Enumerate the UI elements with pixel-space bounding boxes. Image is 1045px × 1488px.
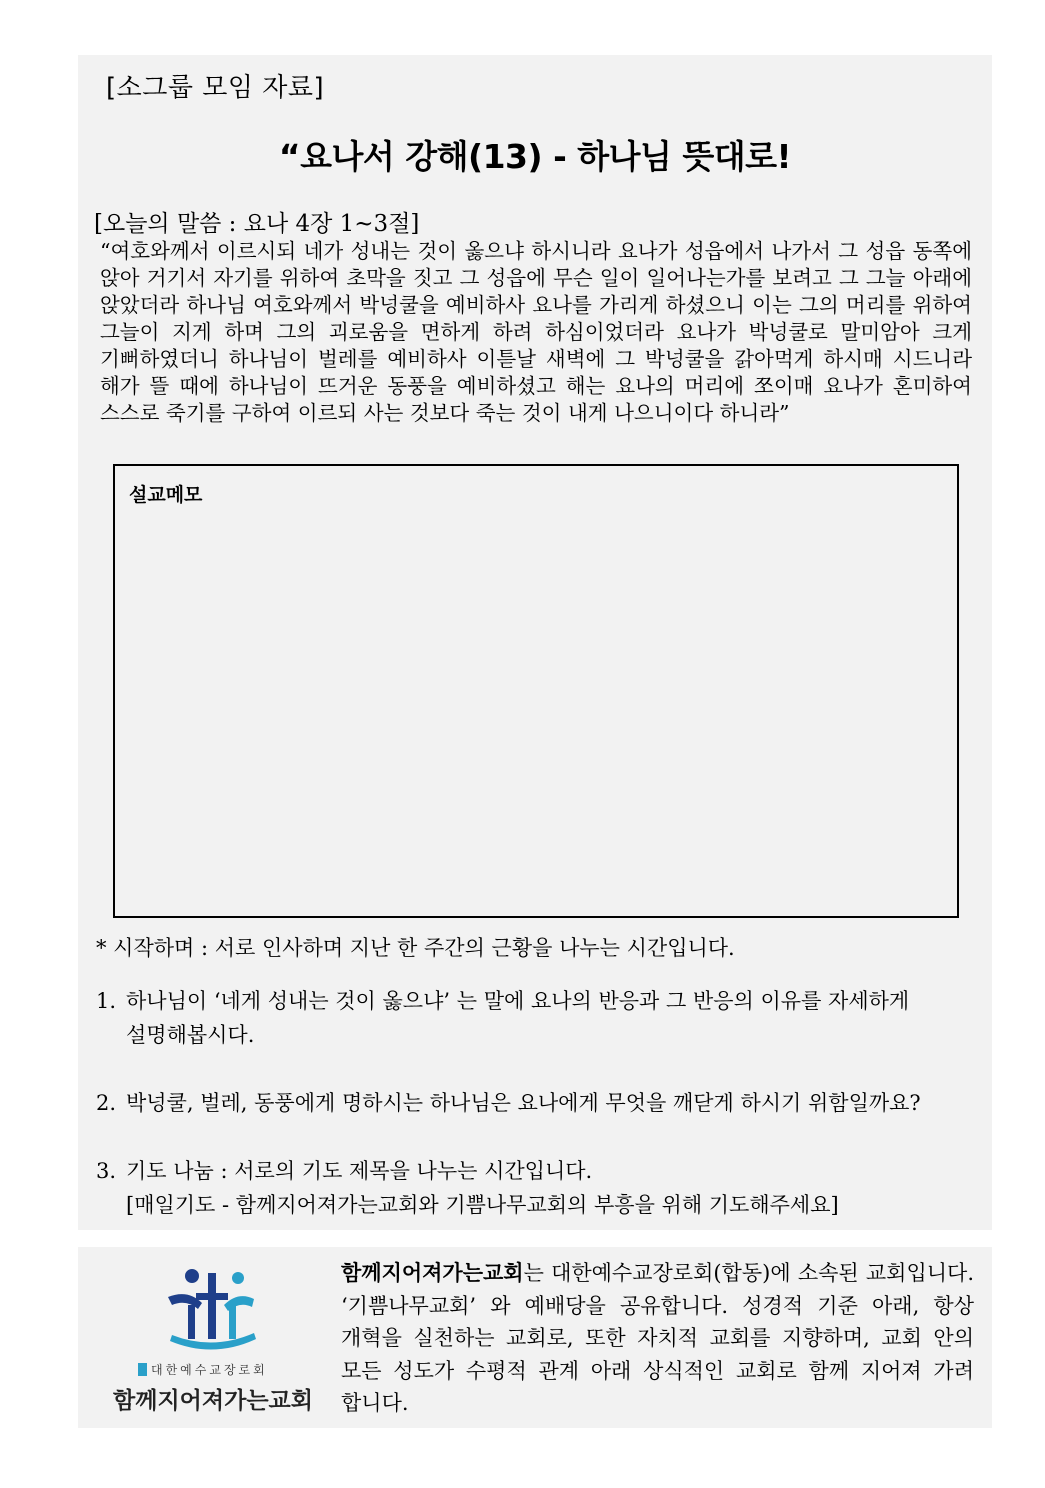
- question-1-number: 1.: [96, 989, 117, 1013]
- church-logo: [98, 1267, 328, 1417]
- small-group-material-panel: [78, 55, 992, 1230]
- church-description: [341, 1257, 974, 1420]
- cross-icon: [138, 1363, 147, 1376]
- church-info-footer: [78, 1247, 992, 1428]
- church-logo-icon: [158, 1267, 268, 1355]
- question-2-number: 2.: [96, 1091, 117, 1115]
- question-3-number: 3.: [96, 1159, 117, 1183]
- material-label: [소그룹 모임 자료]: [106, 73, 325, 103]
- scripture-passage: “여호와께서 이르시되 네가 성내는 것이 옳으냐 하시니라 요나가 성읍에서 나가서 그 성읍 동쪽에 앉아 거기서 자기를 위하여 초막을 짓고 그 성읍에 무슨 일이 일어나는가를 보려고 그 그늘 아래에 앉았더라 하나님 여호와께서 박넝쿨을 예비하사 요나를 가리게 하셨으니 이는 그의 머리를 위하여 그늘이 지게 하며 그의 괴로움을 면하게 하려 하심이었더라 요나가 박넝쿨로 말미암아 크게 기뻐하였더니 하나님이 벌레를 예비하사 이튿날 새벽에 그 박넝쿨을 갉아먹게 하시매 시드니라 해가 뜰 때에 하나님이 뜨거운 동풍을 예비하셨고 해는 요나의 머리에 쪼이매 요나가 혼미하여 스스로 죽기를 구하여 이르되 사는 것보다 죽는 것이 내게 나으니이다 하니라”: [100, 239, 972, 425]
- sermon-title: “요나서 강해(13) - 하나님 뜻대로!: [278, 137, 792, 176]
- question-2-text: 박넝쿨, 벌레, 동풍에게 명하시는 하나님은 요나에게 무엇을 깨닫게 하시기 위함일까요?: [126, 1091, 921, 1115]
- scripture-reference: [오늘의 말씀 : 요나 4장 1~3절]: [94, 211, 420, 237]
- logo-church-name: 함께지어져가는교회: [113, 1388, 313, 1414]
- question-3-line-1: 기도 나눔 : 서로의 기도 제목을 나누는 시간입니다.: [126, 1159, 593, 1183]
- sermon-memo-box: [113, 464, 959, 918]
- denomination-label: 대한예수교장로회: [151, 1363, 268, 1377]
- question-1: [96, 984, 976, 1052]
- daily-prayer-note: [매일기도 - 함께지어져가는교회와 기쁨나무교회의 부흥을 위해 기도해주세요]: [126, 1193, 839, 1217]
- church-description-text: 는 대한예수교장로회(합동)에 소속된 교회입니다. ‘기쁨나무교회’ 와 예배당을 공유합니다. 성경적 기준 아래, 항상 개혁을 실천하는 교회로, 또한 자치적 교회를 지향하며, 교회 안의 모든 성도가 수평적 관계 아래 상식적인 교회로 함께 지어져 가려 합니다.: [341, 1261, 974, 1415]
- church-name-bold: 함께지어져가는교회: [341, 1261, 524, 1285]
- question-1-line-2: 설명해봅시다.: [126, 1023, 255, 1047]
- opening-note: * 시작하며 : 서로 인사하며 지난 한 주간의 근황을 나누는 시간입니다.: [96, 936, 735, 960]
- denomination-mark: [138, 1361, 268, 1378]
- memo-label: 설교메모: [129, 484, 203, 506]
- question-1-line-1: 하나님이 ‘네게 성내는 것이 옳으냐’ 는 말에 요나의 반응과 그 반응의 이유를 자세하게: [126, 989, 910, 1013]
- question-2: [96, 1086, 976, 1120]
- question-3: [96, 1154, 976, 1222]
